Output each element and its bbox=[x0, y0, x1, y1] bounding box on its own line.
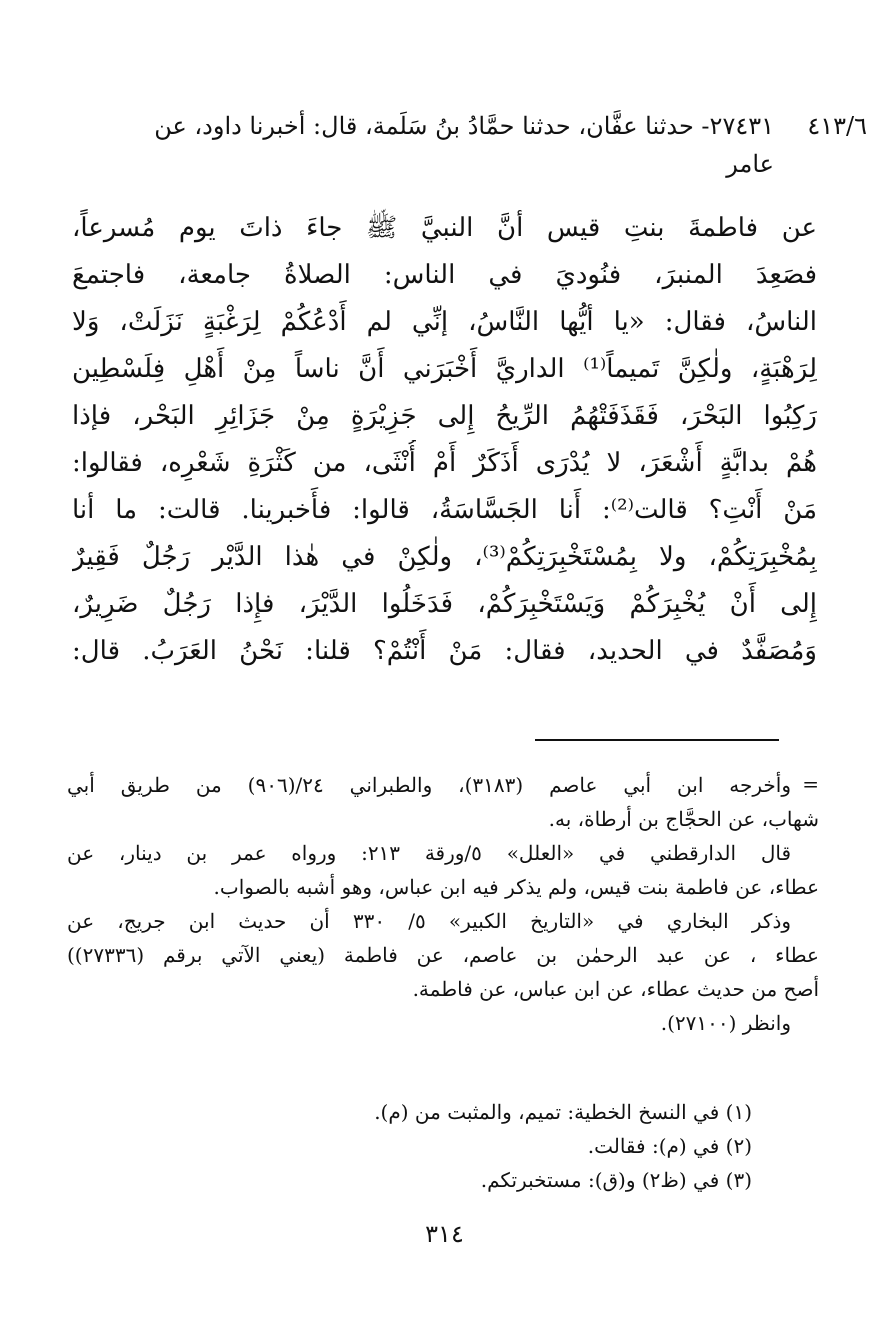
footnote-separator bbox=[535, 739, 779, 741]
text-line: مَنْ أَنْتِ؟ قالت⁽²⁾: أَنا الجَسَّاسَةُ، قالوا: فأَخبرينا. قالت: ما أنا bbox=[72, 495, 817, 525]
hadith-isnad: ٢٧٤٣١- حدثنا عفَّان، حدثنا حمَّادُ بنُ سَلَمة، قال: أخبرنا داود، عن bbox=[154, 112, 774, 140]
text-line: إِلى أَنْ يُخْبِرَكُمْ وَيَسْتَخْبِرَكُمْ، فَدَخَلُوا الدَّيْرَ، فإِذا رَجُلٌ ضَرِيرٌ، bbox=[72, 589, 817, 619]
note-line: عطاء، عن فاطمة بنت قيس، ولم يذكر فيه ابن عباس، وهو أشبه بالصواب. bbox=[213, 875, 819, 899]
hadith-isnad-continued: عامر bbox=[726, 150, 774, 178]
commentary-notes bbox=[67, 768, 819, 1040]
hadith-text bbox=[72, 205, 817, 675]
note-line: شهاب، عن الحجَّاج بن أرطاة، به. bbox=[548, 807, 819, 831]
volume-page-reference: ٤١٣/٦ bbox=[807, 112, 867, 140]
text-line: لِرَهْبَةٍ، ولٰكِنَّ تَميماً⁽¹⁾ الداريَّ أَخْبَرَني أَنَّ ناساً مِنْ أَهْلِ فِلَسْطِين bbox=[72, 354, 817, 384]
note-line: وذكر البخاري في «التاريخ الكبير» ٥/ ٣٣٠ أن حديث ابن جريج، عن bbox=[67, 909, 792, 933]
text-line: فصَعِدَ المنبرَ، فنُوديَ في الناس: الصلاةُ جامعة، فاجتمعَ bbox=[72, 260, 817, 290]
text-line: بِمُخْبِرَتِكُمْ، ولا بِمُسْتَخْبِرَتِكُمْ⁽³⁾، ولٰكِنْ في هٰذا الدَّيْر رَجُلٌ فَقِيرٌ bbox=[72, 542, 817, 572]
text-line: الناسُ، فقال: «يا أيُّها النَّاسُ، إنِّي لم أَدْعُكُمْ لِرَغْبَةٍ نَزَلَتْ، وَلا bbox=[72, 307, 817, 337]
note-line: عطاء ، عن عبد الرحمٰن بن عاصم، عن فاطمة (يعني الآتي برقم (٢٧٣٣٦)) bbox=[67, 943, 819, 967]
continuation-mark: = bbox=[802, 772, 819, 796]
note-line: أصح من حديث عطاء، عن ابن عباس، عن فاطمة. bbox=[412, 977, 819, 1001]
footnote: (١) في النسخ الخطية: تميم، والمثبت من (م). bbox=[374, 1100, 752, 1124]
note-line: وأخرجه ابن أبي عاصم (٣١٨٣)، والطبراني ٢٤/(٩٠٦) من طريق أبي bbox=[67, 773, 791, 797]
note-line: قال الدارقطني في «العلل» ٥/ورقة ٢١٣: ورواه عمر بن دينار، عن bbox=[67, 841, 792, 865]
footnotes bbox=[374, 1095, 752, 1197]
page-number: ٣١٤ bbox=[425, 1220, 464, 1248]
text-line: عن فاطمةَ بنتِ قيس أنَّ النبيَّ ﷺ جاءَ ذاتَ يوم مُسرعاً، bbox=[72, 213, 817, 243]
text-line: رَكِبُوا البَحْرَ، فَقَذَفَتْهُمُ الرِّيحُ إِلى جَزِيْرَةٍ مِنْ جَزَائِرِ البَحْر، فإذا bbox=[72, 401, 817, 431]
note-line: وانظر (٢٧١٠٠). bbox=[660, 1011, 791, 1035]
text-line: وَمُصَفَّدٌ في الحديد، فقال: مَنْ أَنْتُمْ؟ قلنا: نَحْنُ العَرَبُ. قال: bbox=[72, 636, 817, 666]
text-line: هُمْ بدابَّةٍ أَشْعَرَ، لا يُدْرَى أَذَكَرٌ أَمْ أُنْثَى، من كَثْرَةِ شَعْرِه، فقالوا: bbox=[72, 448, 817, 478]
footnote: (٢) في (م): فقالت. bbox=[587, 1134, 752, 1158]
footnote: (٣) في (ظ٢) و(ق): مستخبرتكم. bbox=[480, 1168, 752, 1192]
